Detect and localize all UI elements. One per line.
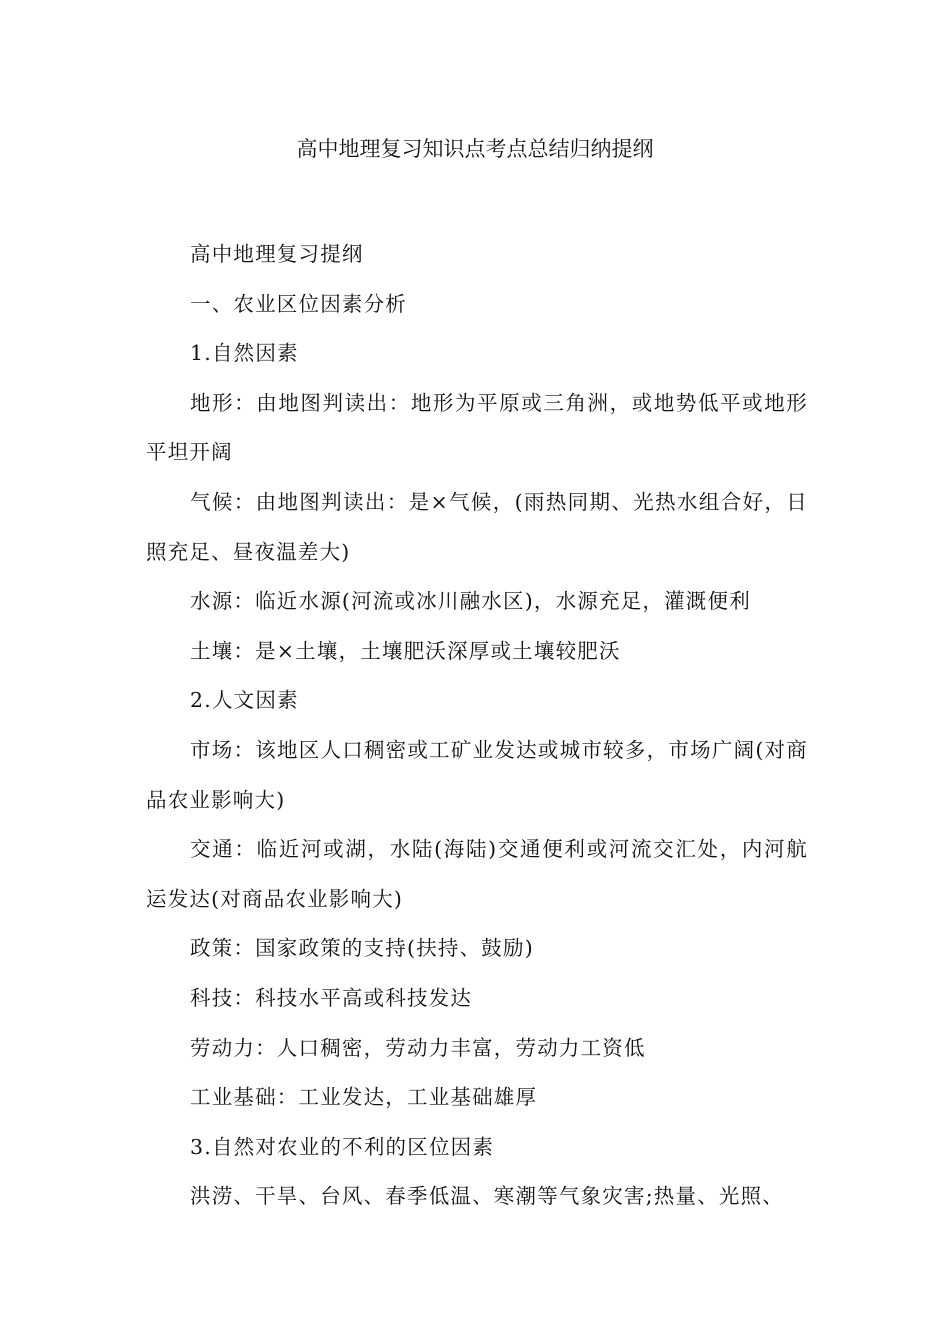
paragraph-transport: 交通：临近河或湖，水陆(海陆)交通便利或河流交汇处，内河航运发达(对商品农业影响大) — [146, 837, 808, 911]
subsection-human-factors: 2.人文因素 — [190, 688, 299, 713]
subsection-unfavorable-factors: 3.自然对农业的不利的区位因素 — [190, 1134, 495, 1159]
paragraph-terrain: 地形：由地图判读出：地形为平原或三角洲，或地势低平或地形平坦开阔 — [146, 390, 808, 465]
paragraph-water-source: 水源：临近水源(河流或冰川融水区)，水源充足，灌溉便利 — [190, 589, 751, 614]
paragraph-market: 市场：该地区人口稠密或工矿业发达或城市较多，市场广阔(对商品农业影响大) — [146, 737, 808, 812]
paragraph-labor: 劳动力：人口稠密，劳动力丰富，劳动力工资低 — [190, 1035, 646, 1060]
paragraph-industrial-base: 工业基础：工业发达，工业基础雄厚 — [190, 1085, 538, 1110]
subsection-natural-factors: 1.自然因素 — [190, 341, 299, 366]
paragraph-disasters: 洪涝、干旱、台风、春季低温、寒潮等气象灾害;热量、光照、 — [190, 1184, 785, 1209]
document-body — [146, 230, 808, 1222]
paragraph-climate: 气候：由地图判读出：是×气候，(雨热同期、光热水组合好，日照充足、昼夜温差大) — [146, 489, 808, 564]
document-title: 高中地理复习知识点考点总结归纳提纲 — [296, 137, 654, 161]
paragraph-heading: 高中地理复习提纲 — [190, 242, 364, 266]
section-heading-agriculture: 一、农业区位因素分析 — [190, 291, 407, 316]
paragraph-policy: 政策：国家政策的支持(扶持、鼓励) — [190, 936, 534, 961]
paragraph-soil: 土壤：是×土壤，土壤肥沃深厚或土壤较肥沃 — [190, 638, 621, 663]
paragraph-technology: 科技：科技水平高或科技发达 — [190, 985, 473, 1010]
